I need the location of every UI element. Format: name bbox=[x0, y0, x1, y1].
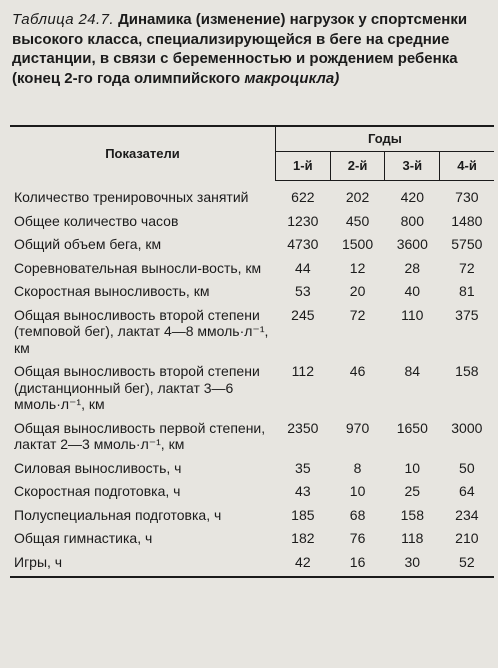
row-value-year-4: 234 bbox=[455, 506, 479, 523]
row-value-year-4: 72 bbox=[459, 259, 475, 276]
row-value-year-1: 43 bbox=[295, 483, 311, 499]
row-value-year-4: 210 bbox=[455, 530, 479, 546]
row-value-year-3: 420 bbox=[400, 189, 424, 205]
row-value-year-2: 68 bbox=[349, 506, 366, 523]
row-value-year-4: 50 bbox=[459, 459, 475, 476]
header-year-3: 3-й bbox=[385, 152, 440, 181]
row-value-year-1: 112 bbox=[291, 363, 314, 379]
row-value-year-3: 3600 bbox=[396, 236, 428, 252]
header-year-2: 2-й bbox=[330, 152, 385, 181]
table-body bbox=[10, 181, 494, 578]
row-value-year-2: 450 bbox=[345, 212, 370, 229]
table-row bbox=[10, 280, 494, 304]
row-indicator: Общая выносливость второй степени (дистанционный бег), лактат 3—6 ммоль·л⁻¹, км bbox=[14, 363, 260, 412]
row-value-year-2: 1500 bbox=[341, 236, 374, 252]
row-indicator: Общее количество часов bbox=[14, 212, 179, 229]
row-value-year-2: 202 bbox=[345, 189, 370, 205]
row-value-year-2: 20 bbox=[349, 283, 366, 299]
row-indicator: Общий объем бега, км bbox=[14, 236, 162, 252]
table-row bbox=[10, 551, 494, 578]
row-indicator: Полуспециальная подготовка, ч bbox=[14, 506, 222, 523]
header-indicators: Показатели bbox=[10, 126, 275, 181]
table-row bbox=[10, 360, 494, 417]
row-value-year-1: 622 bbox=[291, 189, 315, 205]
row-value-year-2: 46 bbox=[349, 363, 366, 379]
row-indicator: Силовая выносливость, ч bbox=[14, 459, 182, 476]
row-indicator: Скоростная подготовка, ч bbox=[14, 483, 181, 499]
table-row bbox=[10, 210, 494, 234]
table-row bbox=[10, 504, 494, 528]
caption-text: Динамика (изменение) нагрузок у спортсменки высокого класса, специализирующейся в беге на средние дистанции, в связи с беременностью и рождением ребенка (конец 2-го года олимпийского bbox=[12, 11, 468, 87]
table-row bbox=[10, 257, 494, 281]
table-row bbox=[10, 417, 494, 457]
row-value-year-3: 110 bbox=[401, 306, 424, 323]
row-value-year-4: 1480 bbox=[451, 212, 483, 229]
row-value-year-1: 2350 bbox=[287, 419, 319, 436]
row-indicator: Соревновательная выносли-вость, км bbox=[14, 259, 262, 276]
row-indicator: Игры, ч bbox=[10, 551, 275, 578]
row-value-year-4: 81 bbox=[459, 283, 475, 299]
header-year-1: 1-й bbox=[275, 152, 330, 181]
row-value-year-3: 800 bbox=[400, 212, 424, 229]
row-value-year-2: 8 bbox=[353, 459, 362, 476]
row-indicator: Скоростная выносливость, км bbox=[14, 283, 210, 299]
row-value-year-2: 970 bbox=[345, 419, 370, 436]
row-value-year-1: 53 bbox=[295, 283, 311, 299]
data-table bbox=[10, 125, 494, 578]
row-value-year-3: 118 bbox=[401, 530, 424, 546]
row-value-year-2: 12 bbox=[349, 259, 366, 276]
row-indicator: Общая гимнастика, ч bbox=[14, 530, 153, 546]
row-value-year-4: 5750 bbox=[451, 236, 483, 252]
row-value-year-2: 10 bbox=[349, 483, 366, 499]
row-value-year-4: 52 bbox=[440, 551, 494, 578]
table-row bbox=[10, 304, 494, 361]
row-value-year-2: 16 bbox=[330, 551, 385, 578]
table-row bbox=[10, 480, 494, 504]
row-value-year-1: 44 bbox=[295, 259, 311, 276]
row-value-year-1: 185 bbox=[291, 506, 315, 523]
row-value-year-3: 10 bbox=[404, 459, 421, 476]
row-value-year-1: 42 bbox=[275, 551, 330, 578]
row-value-year-4: 158 bbox=[455, 363, 479, 379]
row-value-year-3: 84 bbox=[404, 363, 421, 379]
table-row bbox=[10, 457, 494, 481]
row-indicator: Общая выносливость первой степени, лактат 2—3 ммоль·л⁻¹, км bbox=[14, 419, 266, 452]
table-row bbox=[10, 233, 494, 257]
table-row bbox=[10, 181, 494, 210]
row-value-year-1: 35 bbox=[295, 459, 311, 476]
table-row bbox=[10, 527, 494, 551]
row-value-year-3: 40 bbox=[404, 283, 421, 299]
row-value-year-2: 76 bbox=[349, 530, 366, 546]
row-indicator: Количество тренировочных занятий bbox=[14, 188, 249, 205]
row-value-year-3: 158 bbox=[400, 506, 424, 523]
row-indicator: Общая выносливость второй степени (темповой бег), лактат 4—8 ммоль·л⁻¹, км bbox=[14, 306, 269, 356]
row-value-year-3: 25 bbox=[404, 483, 421, 499]
row-value-year-3: 30 bbox=[385, 551, 440, 578]
row-value-year-1: 245 bbox=[291, 306, 315, 323]
row-value-year-1: 182 bbox=[291, 530, 315, 546]
row-value-year-1: 1230 bbox=[287, 212, 319, 229]
row-value-year-2: 72 bbox=[349, 306, 366, 323]
row-value-year-1: 4730 bbox=[287, 236, 319, 252]
header-years: Годы bbox=[275, 126, 494, 152]
row-value-year-4: 3000 bbox=[451, 419, 483, 436]
table-caption bbox=[12, 10, 492, 88]
caption-italic-end: макроцикла) bbox=[244, 69, 340, 87]
header-year-4: 4-й bbox=[440, 152, 494, 181]
caption-label: Таблица 24.7. bbox=[12, 11, 114, 28]
row-value-year-3: 1650 bbox=[396, 419, 428, 436]
row-value-year-4: 375 bbox=[455, 306, 479, 323]
row-value-year-3: 28 bbox=[404, 259, 421, 276]
row-value-year-4: 64 bbox=[459, 483, 475, 499]
row-value-year-4: 730 bbox=[455, 189, 479, 205]
